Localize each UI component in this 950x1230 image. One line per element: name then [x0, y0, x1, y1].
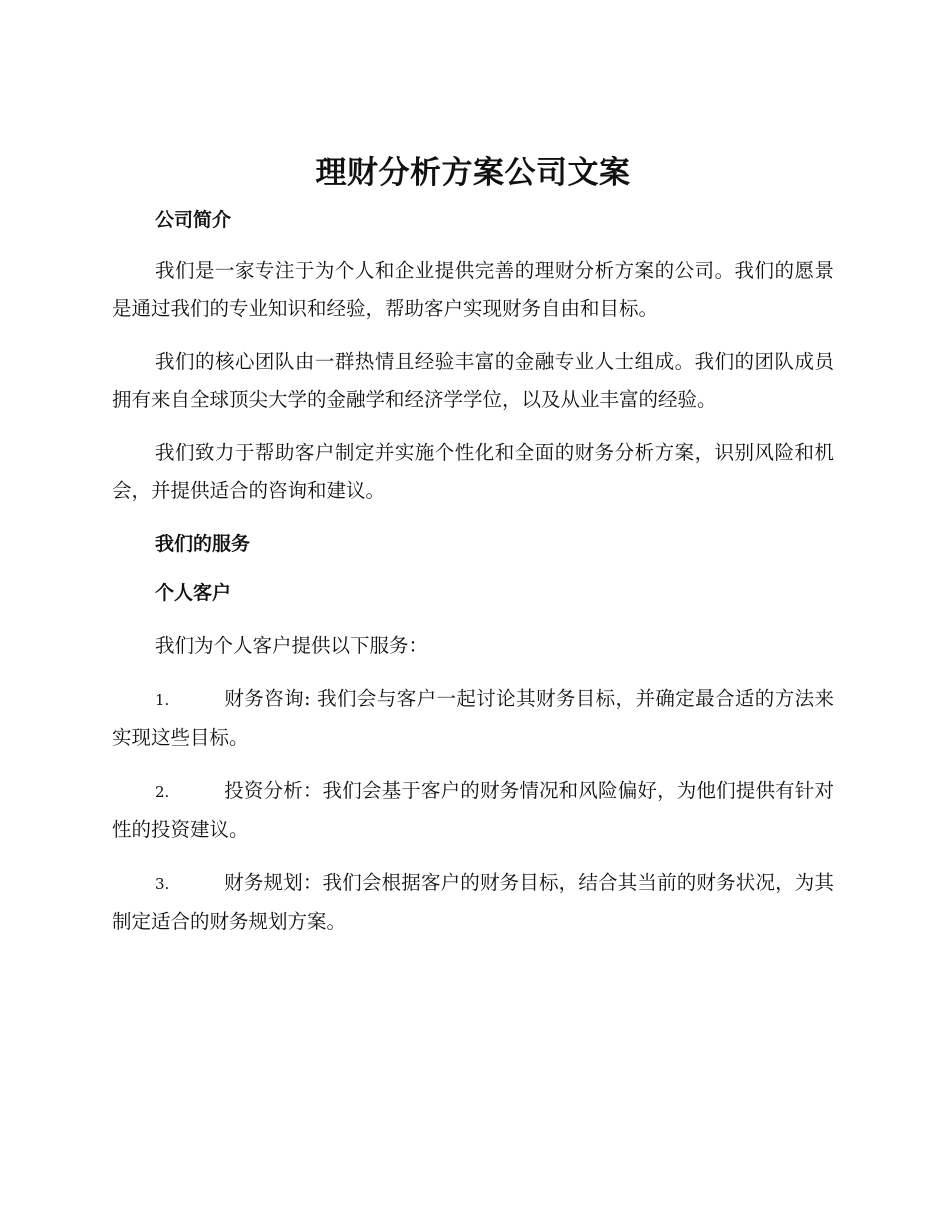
subheading-individual-clients: 个人客户 — [155, 582, 232, 604]
document-title: 理财分析方案公司文案 — [315, 155, 631, 191]
list-number: 1. — [155, 691, 170, 709]
service-item-text: 财务咨询: 我们会与客户一起讨论其财务目标，并确定最合适的方法来实现这些目标。 — [112, 687, 834, 749]
service-item-text: 投资分析：我们会基于客户的财务情况和风险偏好，为他们提供有针对性的投资建议。 — [112, 779, 834, 841]
document-page — [112, 150, 834, 941]
list-number: 2. — [155, 783, 170, 801]
services-lead: 我们为个人客户提供以下服务： — [155, 634, 429, 657]
section-heading-services: 我们的服务 — [155, 533, 251, 555]
service-item-2 — [112, 772, 834, 849]
section-heading-company-intro: 公司简介 — [155, 209, 232, 231]
intro-paragraph-2: 我们的核心团队由一群热情且经验丰富的金融专业人士组成。我们的团队成员拥有来自全球顶尖大学的金融学和经济学学位，以及从业丰富的经验。 — [112, 350, 834, 411]
service-item-text: 财务规划：我们会根据客户的财务目标，结合其当前的财务状况，为其制定适合的财务规划方案。 — [112, 871, 834, 933]
intro-paragraph-1: 我们是一家专注于为个人和企业提供完善的理财分析方案的公司。我们的愿景是通过我们的专业知识和经验，帮助客户实现财务自由和目标。 — [112, 259, 834, 320]
list-number: 3. — [155, 875, 170, 893]
service-item-1 — [112, 680, 834, 757]
service-item-3 — [112, 864, 834, 941]
intro-paragraph-3: 我们致力于帮助客户制定并实施个性化和全面的财务分析方案，识别风险和机会，并提供适合的咨询和建议。 — [112, 441, 834, 502]
